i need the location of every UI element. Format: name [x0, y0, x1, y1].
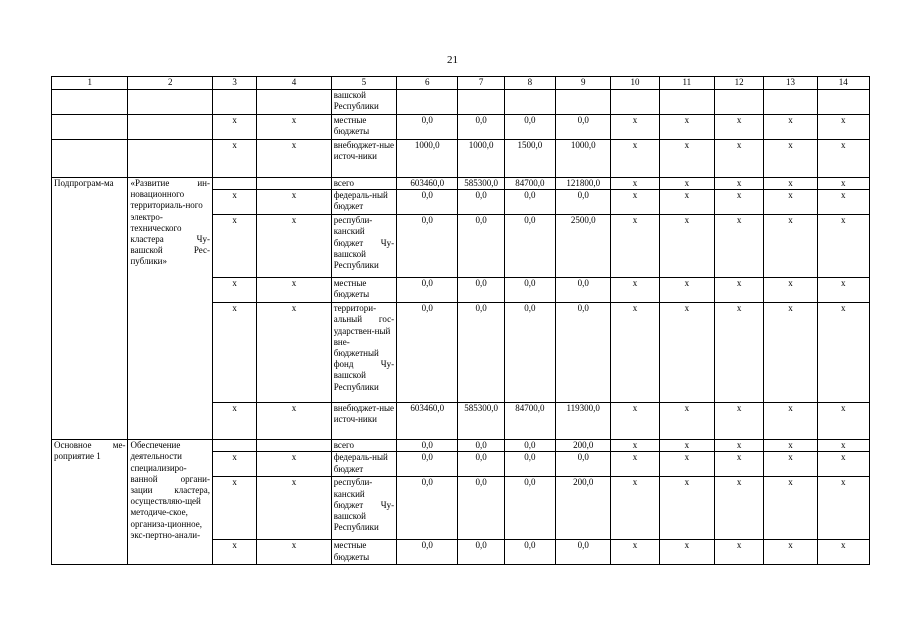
table-cell: х — [764, 477, 817, 540]
value-cell: 0,0 — [397, 190, 458, 215]
table-row — [52, 115, 870, 140]
value-cell: 0,0 — [504, 540, 555, 565]
value-cell: 0,0 — [397, 440, 458, 452]
value-cell: 0,0 — [504, 115, 555, 140]
table-cell: х — [817, 452, 869, 477]
table-cell: х — [611, 190, 659, 215]
value-cell: 0,0 — [504, 477, 555, 540]
table-cell: х — [257, 403, 331, 440]
value-cell: 0,0 — [397, 452, 458, 477]
value-cell — [556, 90, 611, 115]
table-cell: х — [714, 540, 763, 565]
table-cell: х — [764, 178, 817, 190]
budget-table — [51, 76, 870, 565]
table-cell: х — [714, 303, 763, 403]
table-row — [52, 90, 870, 115]
source-cell: местные бюджеты — [331, 540, 396, 565]
value-cell: 0,0 — [397, 115, 458, 140]
source-cell: внебюджет-ные источ-ники — [331, 140, 396, 178]
table-cell — [212, 440, 256, 452]
table-cell: х — [817, 278, 869, 303]
header-cell: 6 — [397, 77, 458, 90]
value-cell: 0,0 — [504, 215, 555, 278]
table-row — [52, 178, 870, 190]
value-cell: 0,0 — [504, 440, 555, 452]
table-cell: х — [257, 477, 331, 540]
value-cell: 1000,0 — [556, 140, 611, 178]
header-cell: 13 — [764, 77, 817, 90]
table-cell: х — [817, 303, 869, 403]
value-cell: 0,0 — [458, 540, 504, 565]
value-cell: 0,0 — [556, 540, 611, 565]
value-cell: 1500,0 — [504, 140, 555, 178]
value-cell: 0,0 — [397, 278, 458, 303]
table-cell: х — [764, 403, 817, 440]
table-cell: х — [659, 452, 714, 477]
source-cell: местные бюджеты — [331, 115, 396, 140]
table-cell: х — [817, 440, 869, 452]
value-cell — [458, 90, 504, 115]
table-cell: х — [764, 278, 817, 303]
table-cell: х — [817, 115, 869, 140]
table-row — [52, 140, 870, 178]
table-cell: х — [257, 115, 331, 140]
value-cell: 1000,0 — [458, 140, 504, 178]
value-cell: 0,0 — [397, 477, 458, 540]
value-cell: 0,0 — [458, 115, 504, 140]
table-cell: х — [659, 178, 714, 190]
table-cell: х — [714, 140, 763, 178]
value-cell: 0,0 — [458, 278, 504, 303]
name-cell: «Развитие ин-новационного территориаль-ного электро-технического кластера Чу-вашской Рес-публики» — [128, 178, 213, 440]
table-cell: х — [714, 278, 763, 303]
table-cell: х — [714, 477, 763, 540]
source-cell: всего — [331, 440, 396, 452]
table-cell: х — [212, 403, 256, 440]
name-cell — [128, 90, 213, 115]
table-cell: х — [817, 477, 869, 540]
table-cell: х — [659, 540, 714, 565]
program-cell — [52, 140, 128, 178]
value-cell: 200,0 — [556, 440, 611, 452]
source-cell: республи-канский бюджет Чу-вашской Республики — [331, 215, 396, 278]
table-cell: х — [257, 303, 331, 403]
table-cell: х — [611, 440, 659, 452]
table-cell: х — [659, 278, 714, 303]
table-cell: х — [764, 190, 817, 215]
table-cell: х — [257, 140, 331, 178]
value-cell: 0,0 — [504, 190, 555, 215]
source-cell: местные бюджеты — [331, 278, 396, 303]
table-cell: х — [611, 215, 659, 278]
table-cell: х — [817, 215, 869, 278]
value-cell: 0,0 — [556, 303, 611, 403]
table-cell: х — [659, 215, 714, 278]
table-cell: х — [714, 178, 763, 190]
table-cell: х — [257, 540, 331, 565]
header-cell: 10 — [611, 77, 659, 90]
table-cell: х — [659, 403, 714, 440]
value-cell: 0,0 — [504, 452, 555, 477]
program-cell — [52, 90, 128, 115]
table-cell: х — [764, 115, 817, 140]
table-cell: х — [257, 215, 331, 278]
table-cell: х — [611, 540, 659, 565]
table-cell: х — [817, 540, 869, 565]
table-cell — [257, 440, 331, 452]
header-cell: 4 — [257, 77, 331, 90]
table-cell — [764, 90, 817, 115]
table-row — [52, 440, 870, 452]
header-cell: 12 — [714, 77, 763, 90]
table-cell — [817, 90, 869, 115]
header-cell: 7 — [458, 77, 504, 90]
table-cell — [257, 90, 331, 115]
table-cell: х — [611, 477, 659, 540]
value-cell: 0,0 — [556, 190, 611, 215]
table-cell: х — [817, 140, 869, 178]
header-cell: 11 — [659, 77, 714, 90]
table-cell: х — [714, 215, 763, 278]
table-cell: х — [817, 178, 869, 190]
table-cell: х — [714, 440, 763, 452]
table-cell: х — [611, 452, 659, 477]
table-cell: х — [659, 303, 714, 403]
table-cell: х — [212, 452, 256, 477]
program-cell — [52, 115, 128, 140]
header-cell: 2 — [128, 77, 213, 90]
value-cell: 585300,0 — [458, 178, 504, 190]
value-cell: 0,0 — [397, 215, 458, 278]
table-cell: х — [212, 140, 256, 178]
table-cell: х — [714, 403, 763, 440]
value-cell: 0,0 — [458, 452, 504, 477]
table-cell: х — [659, 140, 714, 178]
table-cell: х — [764, 303, 817, 403]
value-cell — [397, 90, 458, 115]
table-cell — [212, 178, 256, 190]
value-cell: 84700,0 — [504, 403, 555, 440]
table-cell: х — [764, 540, 817, 565]
table-cell — [611, 90, 659, 115]
value-cell: 0,0 — [556, 278, 611, 303]
table-cell: х — [659, 440, 714, 452]
table-cell — [257, 178, 331, 190]
value-cell: 0,0 — [504, 303, 555, 403]
table-cell: х — [611, 178, 659, 190]
name-cell — [128, 140, 213, 178]
source-cell: территори-альный гос-ударствен-ный вне-бюджетный фонд Чу-вашской Республики — [331, 303, 396, 403]
header-cell: 9 — [556, 77, 611, 90]
value-cell: 0,0 — [397, 540, 458, 565]
value-cell: 84700,0 — [504, 178, 555, 190]
program-cell: Подпрограм-ма — [52, 178, 128, 440]
table-cell: х — [212, 115, 256, 140]
table-cell: х — [714, 452, 763, 477]
table-cell: х — [212, 190, 256, 215]
table-cell: х — [212, 477, 256, 540]
value-cell: 0,0 — [458, 303, 504, 403]
value-cell — [504, 90, 555, 115]
table-cell — [659, 90, 714, 115]
table-cell: х — [764, 440, 817, 452]
value-cell: 603460,0 — [397, 403, 458, 440]
value-cell: 1000,0 — [397, 140, 458, 178]
value-cell: 0,0 — [556, 115, 611, 140]
value-cell: 0,0 — [397, 303, 458, 403]
value-cell: 0,0 — [458, 477, 504, 540]
table-cell: х — [714, 115, 763, 140]
value-cell: 119300,0 — [556, 403, 611, 440]
table-cell: х — [817, 403, 869, 440]
table-cell: х — [257, 452, 331, 477]
table-cell: х — [764, 215, 817, 278]
value-cell: 121800,0 — [556, 178, 611, 190]
table-cell: х — [714, 190, 763, 215]
table-cell — [714, 90, 763, 115]
table-cell: х — [611, 278, 659, 303]
source-cell: федераль-ный бюджет — [331, 190, 396, 215]
table-cell: х — [659, 115, 714, 140]
source-cell: республи-канский бюджет Чу-вашской Республики — [331, 477, 396, 540]
value-cell: 585300,0 — [458, 403, 504, 440]
value-cell: 0,0 — [556, 452, 611, 477]
table-cell: х — [212, 215, 256, 278]
value-cell: 200,0 — [556, 477, 611, 540]
source-cell: внебюджет-ные источ-ники — [331, 403, 396, 440]
table-cell: х — [611, 115, 659, 140]
value-cell: 0,0 — [458, 215, 504, 278]
source-cell: всего — [331, 178, 396, 190]
header-cell: 14 — [817, 77, 869, 90]
header-cell: 1 — [52, 77, 128, 90]
table-cell: х — [212, 303, 256, 403]
table-cell: х — [817, 190, 869, 215]
table-cell: х — [257, 278, 331, 303]
table-cell: х — [257, 190, 331, 215]
table-cell: х — [764, 140, 817, 178]
program-cell: Основное ме-роприятие 1 — [52, 440, 128, 565]
table-cell: х — [659, 190, 714, 215]
value-cell: 603460,0 — [397, 178, 458, 190]
source-cell: вашской Республики — [331, 90, 396, 115]
value-cell: 0,0 — [504, 278, 555, 303]
header-row — [52, 77, 870, 90]
table-cell: х — [659, 477, 714, 540]
table-cell: х — [611, 303, 659, 403]
header-cell: 5 — [331, 77, 396, 90]
value-cell: 0,0 — [458, 190, 504, 215]
page-number: 21 — [447, 54, 458, 66]
value-cell: 0,0 — [458, 440, 504, 452]
table-cell: х — [212, 540, 256, 565]
value-cell: 2500,0 — [556, 215, 611, 278]
name-cell: Обеспечение деятельности специализиро-ванной органи-зации кластера, осуществляю-щей методиче-ское, организа-ционное, экс-пертно-анали- — [128, 440, 213, 565]
table-cell: х — [611, 140, 659, 178]
table-cell: х — [611, 403, 659, 440]
table-cell — [212, 90, 256, 115]
table-cell: х — [212, 278, 256, 303]
name-cell — [128, 115, 213, 140]
header-cell: 3 — [212, 77, 256, 90]
source-cell: федераль-ный бюджет — [331, 452, 396, 477]
table-cell: х — [764, 452, 817, 477]
header-cell: 8 — [504, 77, 555, 90]
